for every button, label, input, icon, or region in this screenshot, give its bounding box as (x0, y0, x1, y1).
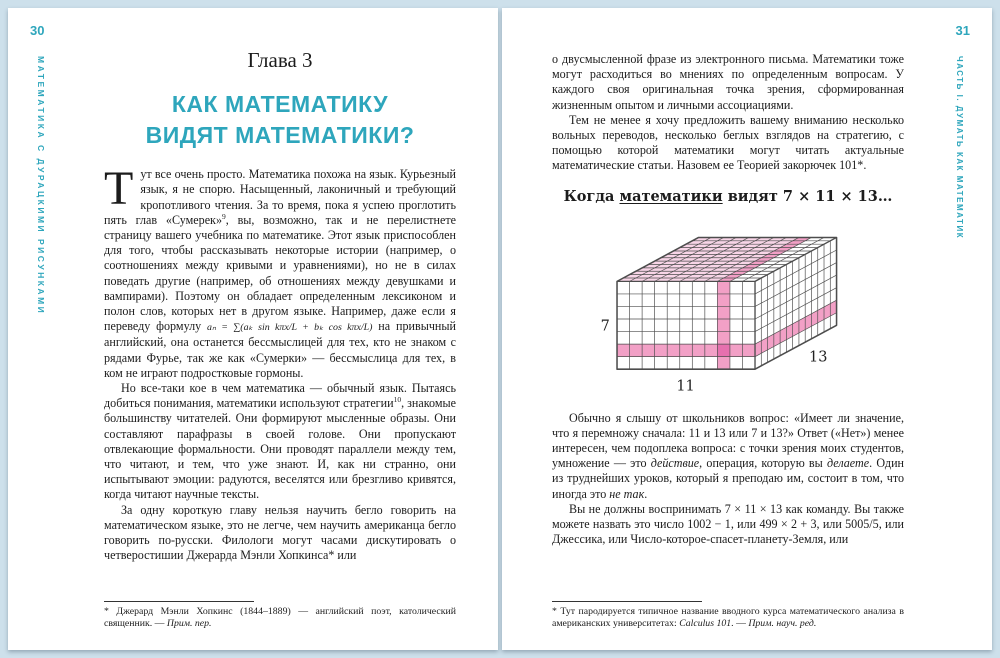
body-paragraph: Вы не должны воспринимать 7 × 11 × 13 как команду. Вы также можете назвать это число 1002 − 1, или 499 × 2 + 3, или 5005/5, или Джессика, или Число-которое-спасет-планету-Земля, или (552, 501, 904, 547)
page-number-left: 30 (30, 23, 45, 38)
multiplication-box-drawing (583, 209, 873, 402)
footnote-text: * Джерард Мэнли Хопкинс (1844–1889) — английский поэт, католический священник. — Прим. пер. (104, 606, 456, 629)
body-paragraph: о двусмысленной фразе из электронного письма. Математики тоже могут расходиться во мнениях по определенным вопросам. У каждого своя оригинальная точка зрения, сформированная жизненным опытом и личными ассоциациями. (552, 52, 904, 112)
footnote-rule (552, 601, 702, 602)
footnote-block (552, 595, 904, 630)
sidebar-part-title: ЧАСТЬ I. ДУМАТЬ КАК МАТЕМАТИК (955, 56, 964, 240)
body-paragraph: Тем не менее я хочу предложить вашему вниманию несколько вольных переводов, несколько беглых взглядов на стратегию, с помощью которой математики могут читать актуальные математические статьи. Назовем ее Теорией закорючек 101*. (552, 112, 904, 173)
multiplication-box-figure (552, 209, 904, 407)
footnote-block (104, 595, 456, 630)
page-right (502, 8, 992, 650)
chapter-title-line-2: ВИДЯТ МАТЕМАТИКИ? (145, 122, 415, 149)
body-paragraph: За одну короткую главу нельзя научить бегло говорить на математическом языке, это не легче, чем научить американца бегло говорить по-русски. Филологи могут часами дискутировать о четверостишии Джерарда Мэнли Хопкинса* или (104, 502, 456, 563)
body-paragraph: Но все-таки кое в чем математика — обычный язык. Пытаясь добиться понимания, математики используют стратегии$^{10}$, знакомые большинству читателей. Они формируют мысленные образы. Они составляют парафразы в своей голове. Они пропускают отвлекающие формальности. Они проводят параллели между тем, что читают, и тем, что уже знают. И, как ни странно, они испытывают эмоции: радуются, веселятся или брезгливо кривятся, когда читают научные тексты. (104, 380, 456, 502)
sidebar-series-title: МАТЕМАТИКА С ДУРАЦКИМИ РИСУНКАМИ (36, 56, 46, 316)
paragraph-text: ут все очень просто. Математика похожа на язык. Курьезный язык, я не спорю. Насыщенный, лаконичный и требующий кропотливого чтения. За то время, пока я успею проглотить пять глав «Сумерек»$^9$, вы, возможно, так и не перелистнете страницу вашего учебника по математике. Этот язык приспособлен для того, чтобы рассказывать некоторые истории (например, о соотношениях между кривыми и уравнениями), но не в силах поведать другие (например, об отношениях между девушками и вампирами). Поэтому он обладает определенным лексиконом и полон слов, которых нет в другом языке. Например, даже если я переведу формулу aₙ = ∑(aₖ sin kπx/L + bₖ cos kπx/L) на привычный английский, она останется бессмыслицей для тех, кто не знаком с рядами Фурье, так же как «Сумерки» — бессмыслица для тех, в ком не играют подростковые гормоны. (104, 167, 457, 380)
chapter-title-line-1: КАК МАТЕМАТИКУ (171, 91, 389, 117)
body-paragraph: Обычно я слышу от школьников вопрос: «Имеет ли значение, что я перемножу сначала: 11 и 13 или 7 и 13?» Ответ («Нет») менее интересен, чем подоплека вопроса: с точки зрения моих студентов, умножение — это действие, операция, которую вы делаете. Один из труднейших уроков, который я преподаю им, состоит в том, что иногда это не так. (552, 410, 905, 501)
chapter-title (104, 89, 456, 151)
figure-caption: Когда математики видят 7 × 11 × 13… (563, 187, 893, 205)
body-paragraph (104, 162, 457, 381)
footnote-text: * Тут пародируется типичное название вводного курса математического анализа в американских университетах: Calculus 101. — Прим. науч. ред. (552, 606, 904, 629)
footnote-rule (104, 601, 254, 602)
figure-label-width: 11 (676, 378, 695, 395)
page-number-right: 31 (955, 23, 970, 38)
figure-label-depth: 13 (809, 349, 828, 366)
page-left (8, 8, 498, 650)
chapter-heading: Глава 3 (247, 48, 313, 72)
figure-label-height: 7 (600, 318, 610, 335)
drop-cap: Т (104, 162, 134, 216)
